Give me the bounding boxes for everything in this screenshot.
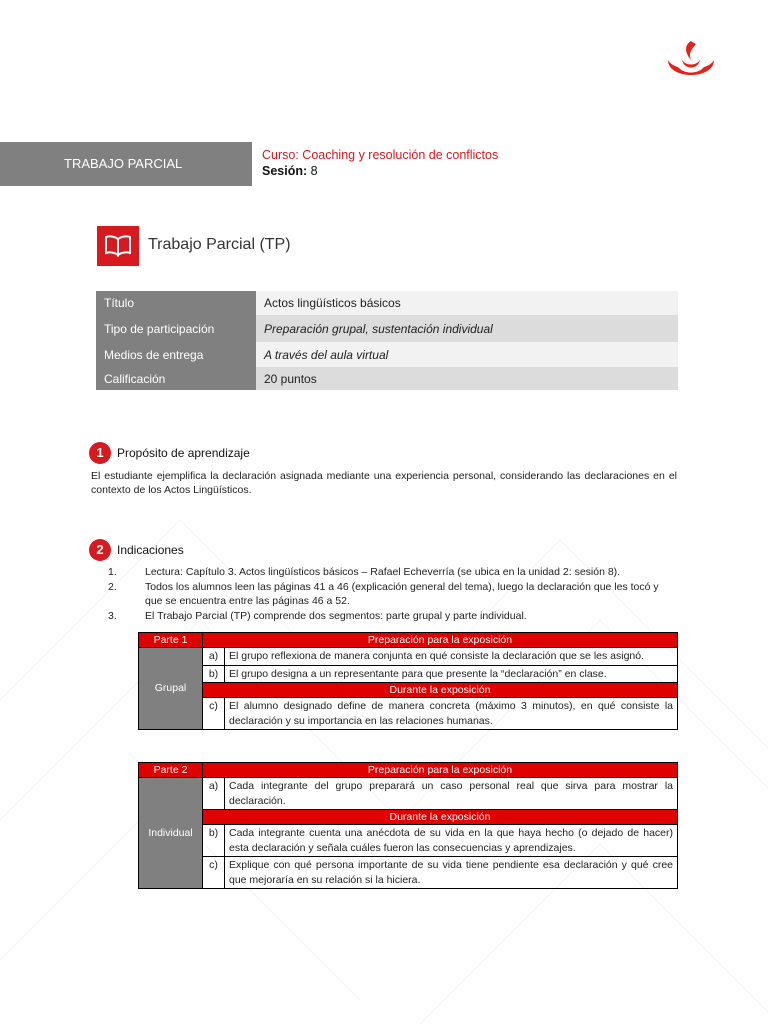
- session-label: Sesión:: [262, 164, 308, 178]
- item-mark: a): [203, 648, 225, 666]
- info-value: 20 puntos: [256, 367, 678, 390]
- section-title-indications: Indicaciones: [117, 543, 184, 557]
- info-label: Medios de entrega: [96, 342, 256, 367]
- list-item: [108, 609, 678, 624]
- part1-table: [138, 632, 678, 730]
- section-number-badge: 1: [89, 442, 111, 464]
- info-table: [96, 291, 678, 390]
- section-title-purpose: Propósito de aprendizaje: [117, 446, 250, 460]
- page-title: Trabajo Parcial (TP): [148, 236, 291, 253]
- header-band: [0, 142, 252, 186]
- item-text: El alumno designado define de manera concreta (máximo 3 minutos), en qué consiste la declaración y su importancia en las relaciones humanas.: [225, 698, 678, 730]
- indications-list: [108, 565, 678, 623]
- list-item-text: Lectura: Capítulo 3. Actos lingüísticos básicos – Rafael Echeverría (se ubica en la unidad 2: sesión 8).: [145, 566, 621, 578]
- item-mark: b): [203, 665, 225, 683]
- book-icon-box: [97, 226, 139, 266]
- info-row: [96, 315, 678, 342]
- list-item: [108, 580, 678, 609]
- item-text: Cada integrante cuenta una anécdota de su vida en la que haya hecho (o dejado de hacer) esta declaración y señala cuáles fueron las consecuencias y aprendizajes.: [225, 825, 678, 857]
- upc-logo-icon: [664, 38, 718, 90]
- list-item-text: Todos los alumnos leen las páginas 41 a 46 (explicación general del tema), luego la declaración que les tocó y que se encuentra entre las páginas 46 a 52.: [145, 580, 659, 607]
- during-header: Durante la exposición: [203, 683, 678, 698]
- item-mark: b): [203, 825, 225, 857]
- group-label: Individual: [139, 778, 203, 889]
- list-number: 3.: [108, 609, 117, 622]
- item-text: El grupo reflexiona de manera conjunta en qué consiste la declaración que se les asignó.: [225, 648, 678, 666]
- info-label: Calificación: [96, 367, 256, 390]
- part2-table: [138, 762, 678, 889]
- list-number: 2.: [108, 580, 117, 593]
- prep-header: Preparación para la exposición: [203, 763, 678, 778]
- part-label: Parte 1: [139, 633, 203, 648]
- part-label: Parte 2: [139, 763, 203, 778]
- item-mark: c): [203, 698, 225, 730]
- info-value: Actos lingüísticos básicos: [256, 291, 678, 315]
- list-item: [108, 565, 678, 580]
- item-mark: c): [203, 857, 225, 889]
- info-value: A través del aula virtual: [256, 342, 678, 367]
- item-text: El grupo designa a un representante para que presente la “declaración” en clase.: [225, 665, 678, 683]
- info-value: Preparación grupal, sustentación individual: [256, 315, 678, 342]
- purpose-paragraph: El estudiante ejemplifica la declaración asignada mediante una experiencia personal, considerando las declaraciones en el contexto de los Actos Lingüísticos.: [91, 470, 677, 496]
- info-row: [96, 342, 678, 367]
- section-number-badge: 2: [89, 539, 111, 561]
- info-label: Título: [96, 291, 256, 315]
- item-mark: a): [203, 778, 225, 810]
- session-value: 8: [310, 164, 318, 178]
- item-text: Explique con qué persona importante de su vida tiene pendiente esa declaración y qué cree que mejoraría en su relación si la hiciera.: [225, 857, 678, 889]
- session-line: [262, 164, 318, 178]
- course-title: Curso: Coaching y resolución de conflictos: [262, 148, 499, 162]
- list-item-text: El Trabajo Parcial (TP) comprende dos segmentos: parte grupal y parte individual.: [145, 609, 527, 622]
- during-header: Durante la exposición: [203, 810, 678, 825]
- info-label: Tipo de participación: [96, 315, 256, 342]
- group-label: Grupal: [139, 648, 203, 730]
- prep-header: Preparación para la exposición: [203, 633, 678, 648]
- open-book-icon: [104, 234, 132, 258]
- list-number: 1.: [108, 566, 117, 578]
- info-row: [96, 367, 678, 390]
- item-text: Cada integrante del grupo preparará un caso personal real que sirva para mostrar la declaración.: [225, 778, 678, 810]
- info-row: [96, 291, 678, 315]
- header-band-label: TRABAJO PARCIAL: [64, 156, 183, 171]
